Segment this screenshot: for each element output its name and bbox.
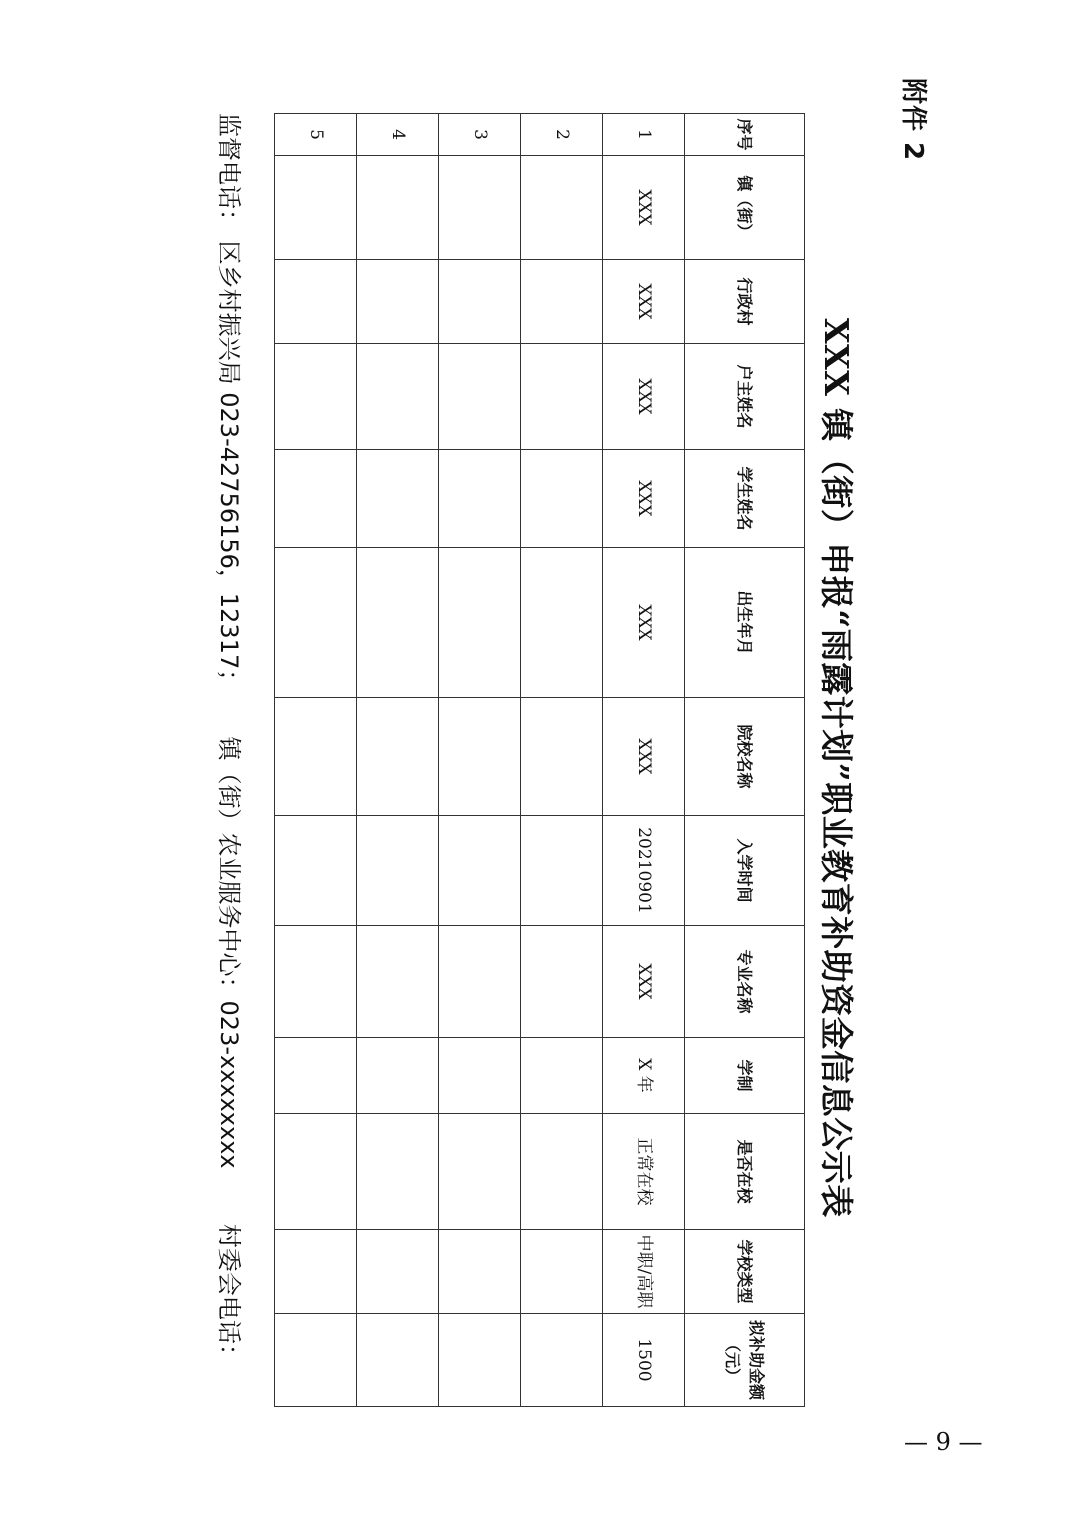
- table-cell: [275, 260, 357, 344]
- table-cell: [275, 344, 357, 450]
- supervision-phone-line: [214, 113, 249, 1368]
- table-cell: 1: [603, 114, 685, 156]
- table-cell: [521, 1114, 603, 1230]
- page-number: — 9 —: [904, 1428, 983, 1456]
- table-cell: [275, 156, 357, 260]
- table-cell: [275, 1230, 357, 1314]
- table-cell: [521, 698, 603, 816]
- town-phone: 镇（街）农业服务中心：023-xxxxxxxx: [215, 736, 243, 1169]
- table-cell: [357, 698, 439, 816]
- table-cell: [357, 344, 439, 450]
- table-cell: [521, 816, 603, 926]
- header-cell: 出生年月: [685, 548, 805, 698]
- table-cell: [357, 926, 439, 1038]
- header-cell: 学校类型: [685, 1230, 805, 1314]
- table-cell: [439, 1038, 521, 1114]
- table-cell: [357, 548, 439, 698]
- table-cell: 正常在校: [603, 1114, 685, 1230]
- header-cell: 入学时间: [685, 816, 805, 926]
- table-cell: [275, 926, 357, 1038]
- table-cell: [357, 260, 439, 344]
- table-cell: [357, 1314, 439, 1407]
- header-cell: 拟补助金额（元）: [685, 1314, 805, 1407]
- table-cell: [521, 548, 603, 698]
- village-phone: 村委会电话：: [215, 1223, 243, 1368]
- table-cell: [521, 344, 603, 450]
- table-cell: [439, 1114, 521, 1230]
- table-cell: XXX: [603, 260, 685, 344]
- table-cell: [521, 156, 603, 260]
- header-cell: 院校名称: [685, 698, 805, 816]
- table-cell: [439, 1230, 521, 1314]
- table-cell: [439, 156, 521, 260]
- table-cell: [357, 156, 439, 260]
- header-cell: 行政村: [685, 260, 805, 344]
- table-cell: X 年: [603, 1038, 685, 1114]
- header-cell: 镇（街）: [685, 156, 805, 260]
- table-cell: [357, 450, 439, 548]
- table-cell: XXX: [603, 698, 685, 816]
- table-cell: [439, 344, 521, 450]
- table-cell: XXX: [603, 344, 685, 450]
- annex-label: 附件 2: [898, 78, 928, 162]
- table-cell: [275, 698, 357, 816]
- table-cell: [275, 450, 357, 548]
- table-cell: [357, 1114, 439, 1230]
- table-row: [603, 114, 685, 1407]
- table-cell: [439, 816, 521, 926]
- header-cell: 专业名称: [685, 926, 805, 1038]
- table-cell: [521, 926, 603, 1038]
- header-cell: 是否在校: [685, 1114, 805, 1230]
- table-cell: XXX: [603, 548, 685, 698]
- table-cell: 2: [521, 114, 603, 156]
- header-cell: 户主姓名: [685, 344, 805, 450]
- table-cell: [275, 816, 357, 926]
- table-cell: 4: [357, 114, 439, 156]
- table-cell: [275, 548, 357, 698]
- table-cell: XXX: [603, 156, 685, 260]
- header-row: [685, 114, 805, 1407]
- document-title: XXX 镇（街）申报“雨露计划”职业教育补助资金信息公示表: [817, 318, 856, 1218]
- header-cell: 学生姓名: [685, 450, 805, 548]
- table-cell: [521, 1038, 603, 1114]
- table-cell: 1500: [603, 1314, 685, 1407]
- table-cell: 20210901: [603, 816, 685, 926]
- table-cell: 5: [275, 114, 357, 156]
- table-cell: [439, 698, 521, 816]
- table-cell: [439, 260, 521, 344]
- table-cell: 中职/高职: [603, 1230, 685, 1314]
- header-cell: 序号: [685, 114, 805, 156]
- district-phone: 区乡村振兴局 023-42756156，12317；: [215, 240, 243, 694]
- info-table: [274, 113, 805, 1407]
- table-cell: [439, 1314, 521, 1407]
- table-row: [521, 114, 603, 1407]
- table-row: [357, 114, 439, 1407]
- table-row: [439, 114, 521, 1407]
- table-cell: 3: [439, 114, 521, 156]
- table-cell: [521, 1230, 603, 1314]
- table-row: [275, 114, 357, 1407]
- table-cell: [521, 1314, 603, 1407]
- table-cell: [439, 450, 521, 548]
- table-cell: [521, 450, 603, 548]
- table-cell: [439, 926, 521, 1038]
- table-cell: [357, 1230, 439, 1314]
- table-cell: [357, 816, 439, 926]
- table-cell: [521, 260, 603, 344]
- table-cell: XXX: [603, 450, 685, 548]
- table-cell: [439, 548, 521, 698]
- supervise-label: 监督电话：: [215, 113, 243, 233]
- table-cell: [275, 1314, 357, 1407]
- table-cell: XXX: [603, 926, 685, 1038]
- table-cell: [275, 1038, 357, 1114]
- table-cell: [275, 1114, 357, 1230]
- table-cell: [357, 1038, 439, 1114]
- header-cell: 学制: [685, 1038, 805, 1114]
